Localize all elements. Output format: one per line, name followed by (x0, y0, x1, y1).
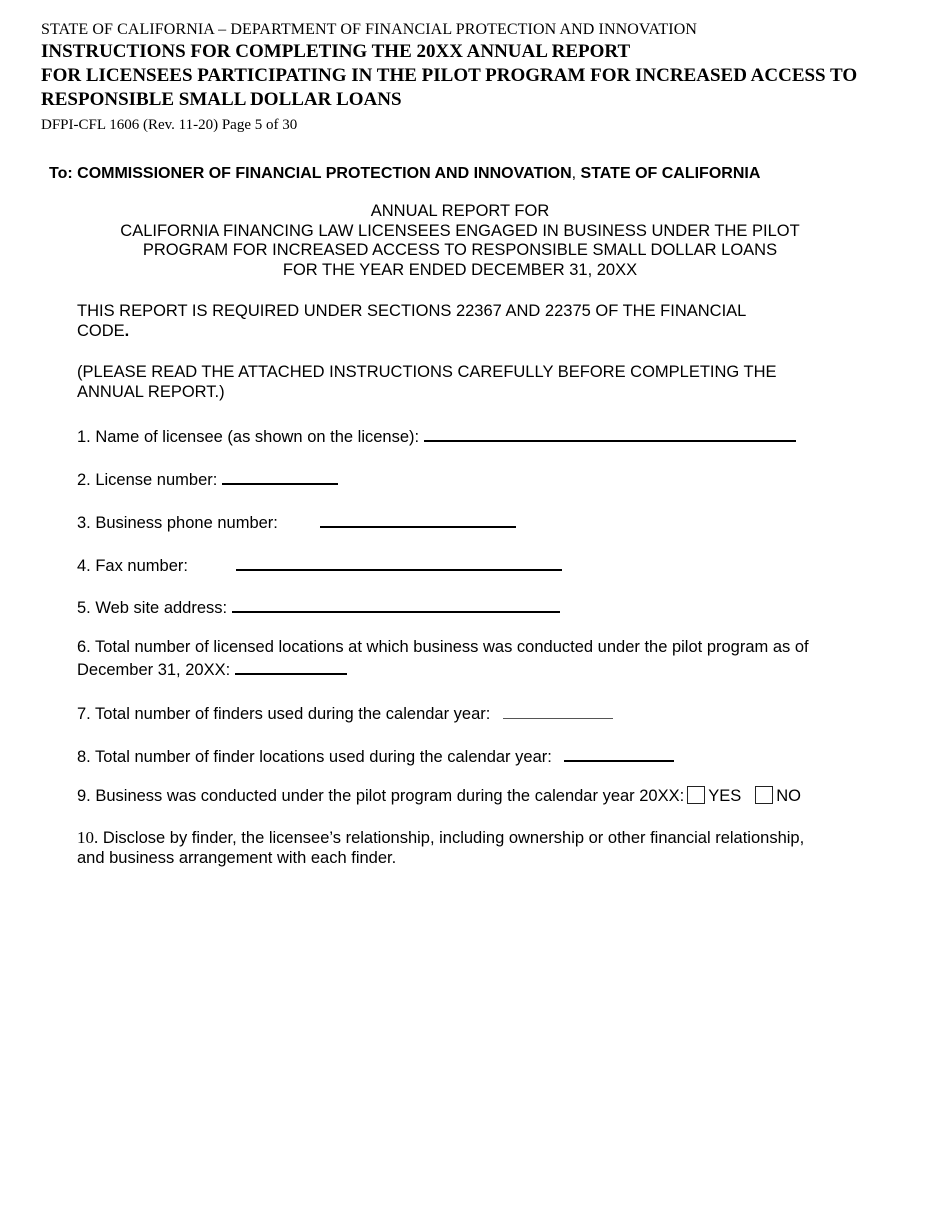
question-9-label: 9. Business was conducted under the pilot program during the calendar year 20XX: (77, 787, 685, 805)
instructions-notice (77, 362, 837, 402)
document-header (41, 20, 857, 136)
required-notice (77, 301, 837, 341)
report-title-line-3: PROGRAM FOR INCREASED ACCESS TO RESPONSIBLE SMALL DOLLAR LOANS (142, 241, 778, 260)
yes-checkbox[interactable] (687, 786, 705, 804)
question-7 (77, 702, 613, 724)
question-1 (77, 424, 796, 447)
question-3-label: 3. Business phone number: (77, 514, 278, 532)
question-1-label: 1. Name of licensee (as shown on the license): (77, 428, 424, 446)
question-2 (77, 467, 338, 490)
question-8 (77, 744, 674, 767)
instructions-notice-line-2: ANNUAL REPORT.) (77, 383, 225, 401)
addressee-separator: , (571, 165, 581, 182)
yes-label: YES (708, 787, 742, 805)
form-number: DFPI-CFL 1606 (Rev. 11-20) Page 5 of 30 (41, 117, 298, 133)
report-title-block (60, 202, 860, 280)
question-10 (77, 828, 804, 868)
business-phone-field[interactable] (320, 510, 516, 528)
question-6 (77, 637, 809, 680)
to-prefix: To: (49, 165, 78, 182)
instructions-notice-line-1: (PLEASE READ THE ATTACHED INSTRUCTIONS CAREFULLY BEFORE COMPLETING THE (77, 363, 777, 381)
required-notice-line-1: THIS REPORT IS REQUIRED UNDER SECTIONS 22367 AND 22375 OF THE FINANCIAL (77, 302, 747, 320)
title-line-1: INSTRUCTIONS FOR COMPLETING THE 20XX ANNUAL REPORT (41, 41, 631, 62)
question-6-label-line-2: December 31, 20XX: (77, 661, 235, 679)
question-4 (77, 553, 562, 576)
question-9 (77, 786, 801, 806)
finder-locations-field[interactable] (564, 744, 674, 762)
question-10-label-line-1: Disclose by finder, the licensee’s relationship, including ownership or other financial relationship, (98, 829, 805, 847)
question-8-label: 8. Total number of finder locations used during the calendar year: (77, 748, 557, 766)
addressee-line (49, 164, 760, 184)
question-3 (77, 510, 516, 533)
fax-number-field[interactable] (236, 553, 562, 571)
question-10-number: 10. (77, 828, 99, 847)
commissioner-title: COMMISSIONER OF FINANCIAL PROTECTION AND INNOVATION (77, 165, 572, 182)
title-line-2: FOR LICENSEES PARTICIPATING IN THE PILOT PROGRAM FOR INCREASED ACCESS TO (41, 65, 858, 86)
question-2-label: 2. License number: (77, 471, 222, 489)
no-label: NO (776, 787, 801, 805)
license-number-field[interactable] (222, 467, 338, 485)
question-5-label: 5. Web site address: (77, 599, 232, 617)
question-7-label: 7. Total number of finders used during the calendar year: (77, 705, 495, 723)
question-10-label-line-2: and business arrangement with each finder. (77, 849, 397, 867)
required-notice-line-2: CODE (77, 322, 125, 340)
finders-count-field[interactable] (503, 702, 613, 719)
agency-name: STATE OF CALIFORNIA – DEPARTMENT OF FINANCIAL PROTECTION AND INNOVATION (41, 21, 698, 38)
title-line-3: RESPONSIBLE SMALL DOLLAR LOANS (41, 89, 402, 110)
question-6-label-line-1: 6. Total number of licensed locations at which business was conducted under the pilot program as of (77, 638, 809, 656)
licensee-name-field[interactable] (424, 424, 796, 442)
report-title-line-4: FOR THE YEAR ENDED DECEMBER 31, 20XX (282, 260, 638, 279)
state-name: STATE OF CALIFORNIA (580, 165, 761, 182)
report-title-line-1: ANNUAL REPORT FOR (370, 202, 550, 220)
website-address-field[interactable] (232, 595, 560, 613)
question-4-label: 4. Fax number: (77, 557, 188, 575)
licensed-locations-field[interactable] (235, 657, 347, 675)
required-notice-period: . (124, 322, 130, 340)
no-checkbox[interactable] (755, 786, 773, 804)
question-5 (77, 595, 560, 618)
report-title-line-2: CALIFORNIA FINANCING LAW LICENSEES ENGAGED IN BUSINESS UNDER THE PILOT (120, 221, 800, 240)
